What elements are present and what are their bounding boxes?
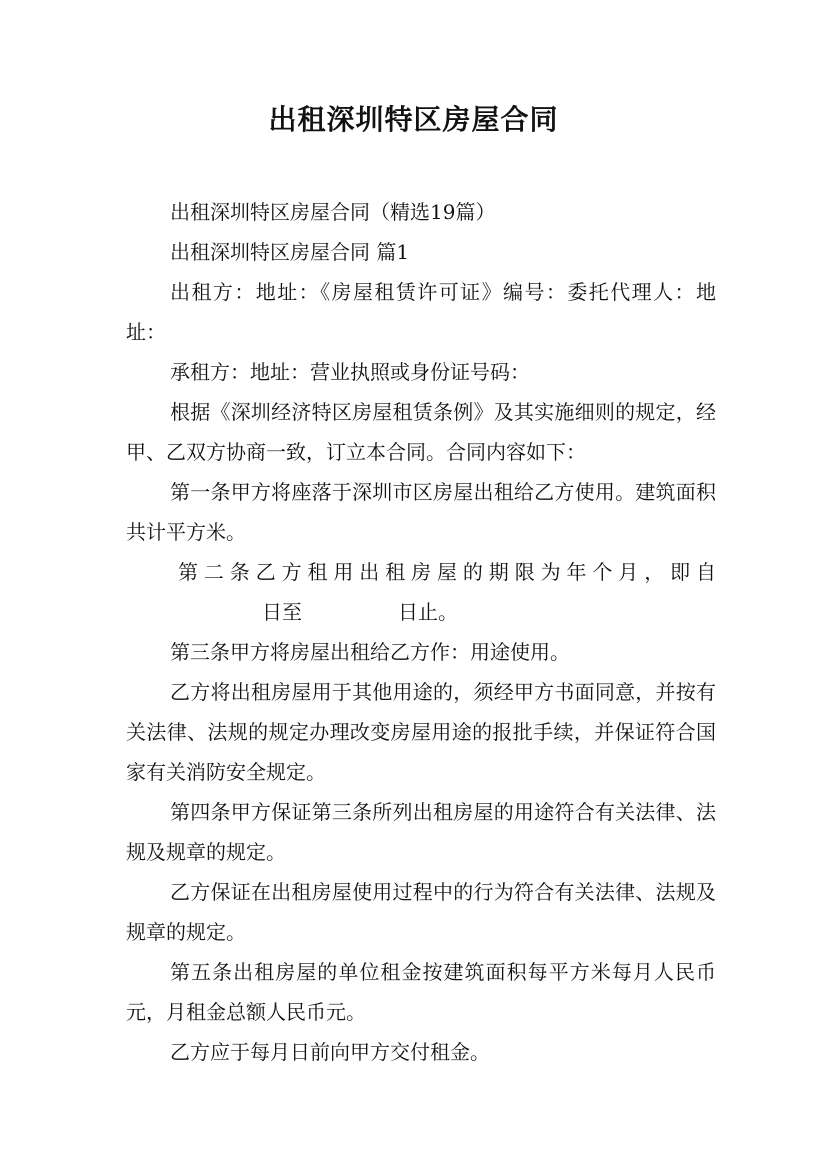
paragraph-subtitle: 出租深圳特区房屋合同（精选19篇） — [170, 200, 496, 224]
paragraph-basis: 根据《深圳经济特区房屋租赁条例》及其实施细则的规定，经甲、乙双方协商一致，订立本合同。合同内容如下： — [126, 400, 716, 464]
paragraph-rent-payment: 乙方应于每月日前向甲方交付租金。 — [170, 1040, 490, 1064]
paragraph-article-2: 第二条乙方租用出租房屋的期限为年个月，即自 — [178, 560, 716, 584]
paragraph-lessee-guarantee: 乙方保证在出租房屋使用过程中的行为符合有关法律、法规及规章的规定。 — [126, 880, 716, 944]
article-2-end: 日止。 — [398, 600, 458, 624]
article-2-start: 日至 — [262, 600, 302, 624]
document-body — [126, 192, 716, 1072]
paragraph-lessee: 承租方：地址：营业执照或身份证号码： — [170, 360, 530, 384]
paragraph-article-5: 第五条出租房屋的单位租金按建筑面积每平方米每月人民币元，月租金总额人民币元。 — [126, 960, 716, 1024]
paragraph-section-heading: 出租深圳特区房屋合同 篇1 — [170, 240, 410, 264]
paragraph-article-2-dates — [126, 592, 716, 632]
paragraph-lessor: 出租方：地址：《房屋租赁许可证》编号：委托代理人：地址： — [126, 280, 716, 344]
paragraph-article-1: 第一条甲方将座落于深圳市区房屋出租给乙方使用。建筑面积共计平方米。 — [126, 480, 716, 544]
document-title: 出租深圳特区房屋合同 — [268, 103, 559, 136]
paragraph-article-3: 第三条甲方将房屋出租给乙方作：用途使用。 — [170, 640, 570, 664]
paragraph-article-4: 第四条甲方保证第三条所列出租房屋的用途符合有关法律、法规及规章的规定。 — [126, 800, 716, 864]
paragraph-usage-change: 乙方将出租房屋用于其他用途的，须经甲方书面同意，并按有关法律、法规的规定办理改变房屋用途的报批手续，并保证符合国家有关消防安全规定。 — [126, 680, 716, 784]
